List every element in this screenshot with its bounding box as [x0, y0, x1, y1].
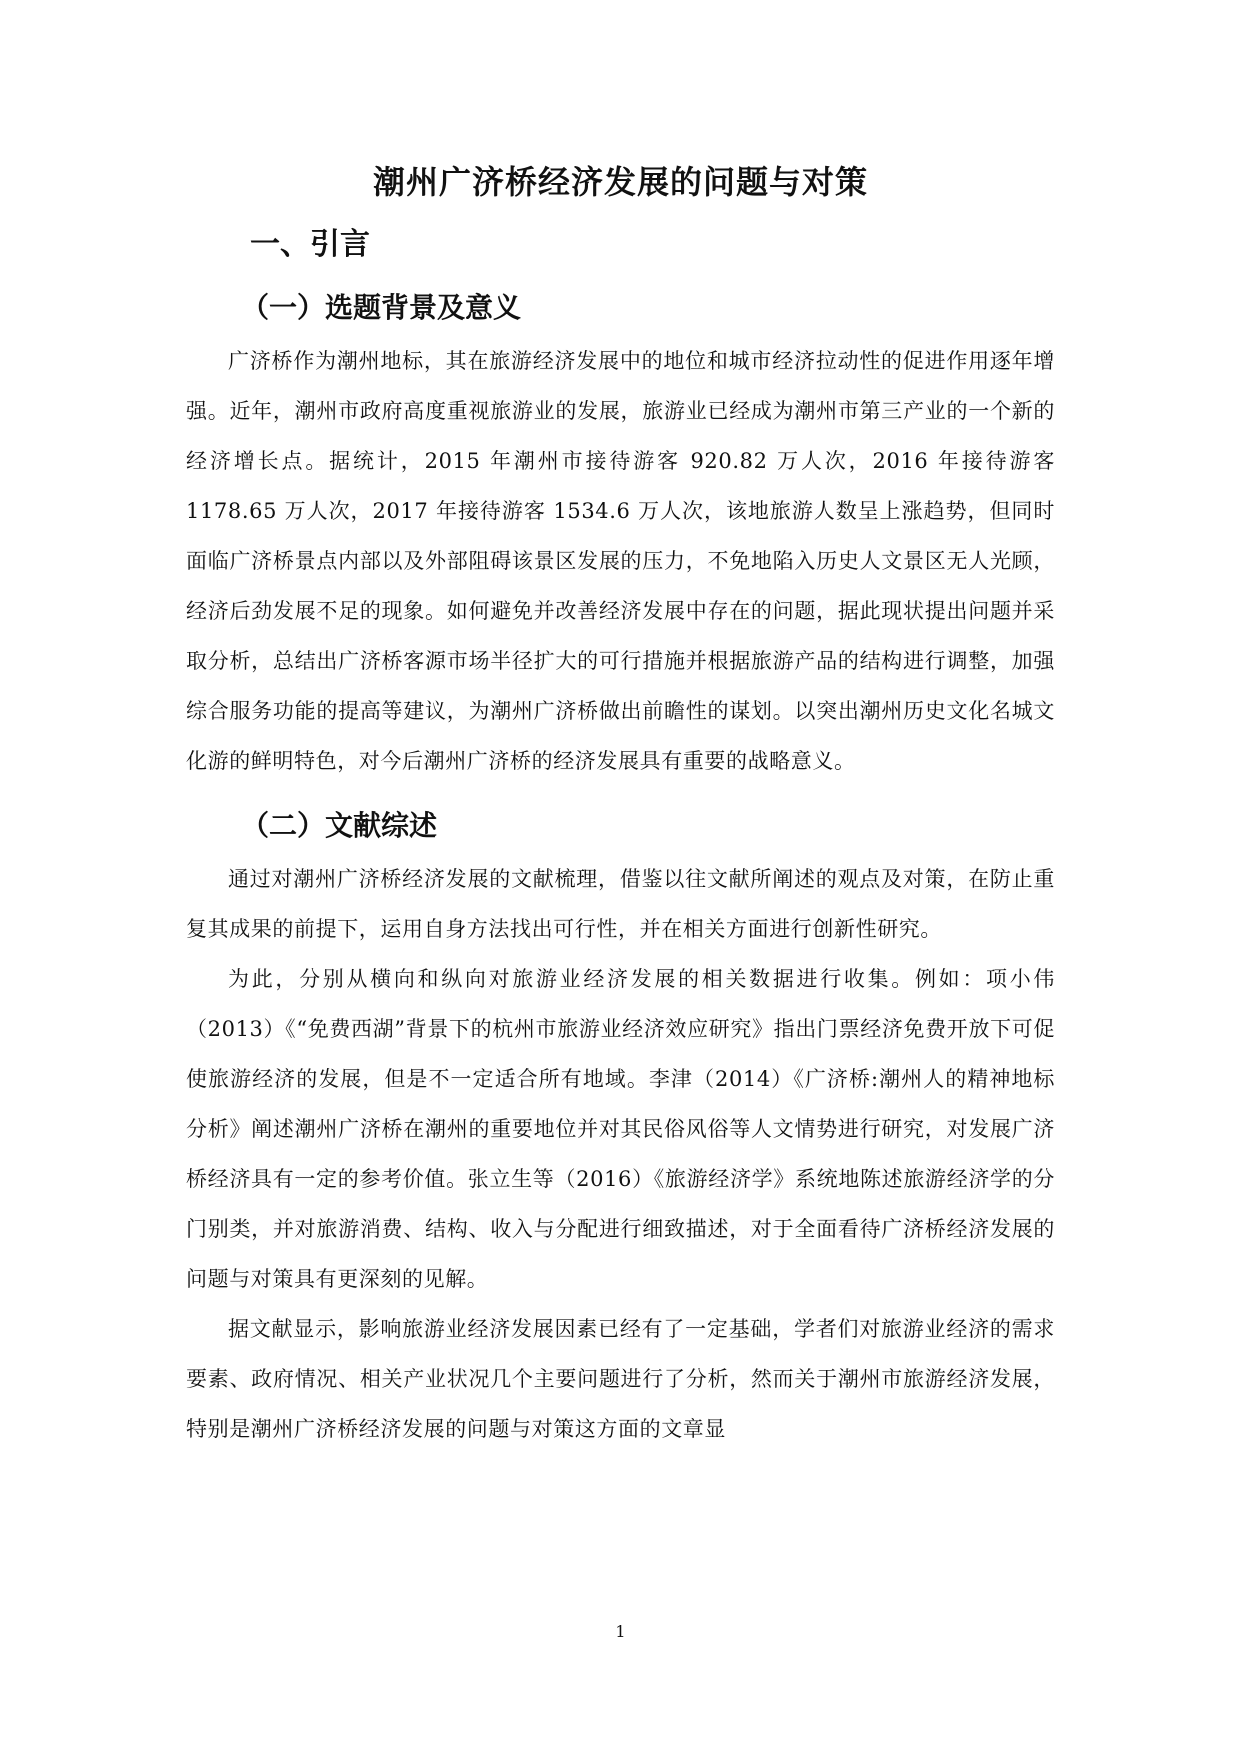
- page-content: [186, 158, 1055, 1454]
- document-title: 潮州广济桥经济发展的问题与对策: [372, 163, 868, 201]
- background-paragraph: 广济桥作为潮州地标，其在旅游经济发展中的地位和城市经济拉动性的促进作用逐年增强。近年，潮州市政府高度重视旅游业的发展，旅游业已经成为潮州市第三产业的一个新的经济增长点。据统计，2015 年潮州市接待游客 920.82 万人次，2016 年接待游客 1178.65 万人次，2017 年接待游客 1534.6 万人次，该地旅游人数呈上涨趋势，但同时面临广济桥景点内部以及外部阻碍该景区发展的压力，不免地陷入历史人文景区无人光顾，经济后劲发展不足的现象。如何避免并改善经济发展中存在的问题，据此现状提出问题并采取分析，总结出广济桥客源市场半径扩大的可行措施并根据旅游产品的结构进行调整，加强综合服务功能的提高等建议，为潮州广济桥做出前瞻性的谋划。以突出潮州历史文化名城文化游的鲜明特色，对今后潮州广济桥的经济发展具有重要的战略意义。: [186, 349, 1055, 773]
- literature-paragraph-1: 通过对潮州广济桥经济发展的文献梳理，借鉴以往文献所阐述的观点及对策，在防止重复其成果的前提下，运用自身方法找出可行性，并在相关方面进行创新性研究。: [186, 867, 1055, 941]
- subsection-heading-literature-review: （二）文献综述: [241, 809, 438, 842]
- literature-paragraph-2: 为此，分别从横向和纵向对旅游业经济发展的相关数据进行收集。例如：项小伟（2013）《“免费西湖”背景下的杭州市旅游业经济效应研究》指出门票经济免费开放下可促使旅游经济的发展，但是不一定适合所有地域。李津（2014）《广济桥:潮州人的精神地标分析》阐述潮州广济桥在潮州的重要地位并对其民俗风俗等人文情势进行研究，对发展广济桥经济具有一定的参考价值。张立生等（2016）《旅游经济学》系统地陈述旅游经济学的分门别类，并对旅游消费、结构、收入与分配进行细致描述，对于全面看待广济桥经济发展的问题与对策具有更深刻的见解。: [186, 967, 1055, 1291]
- subsection-heading-background: （一）选题背景及意义: [241, 291, 522, 324]
- section-heading-introduction: 一、引言: [250, 227, 370, 262]
- page-number: 1: [615, 1622, 626, 1641]
- literature-paragraph-3: 据文献显示，影响旅游业经济发展因素已经有了一定基础，学者们对旅游业经济的需求要素、政府情况、相关产业状况几个主要问题进行了分析，然而关于潮州市旅游经济发展，特别是潮州广济桥经济发展的问题与对策这方面的文章显: [186, 1317, 1055, 1441]
